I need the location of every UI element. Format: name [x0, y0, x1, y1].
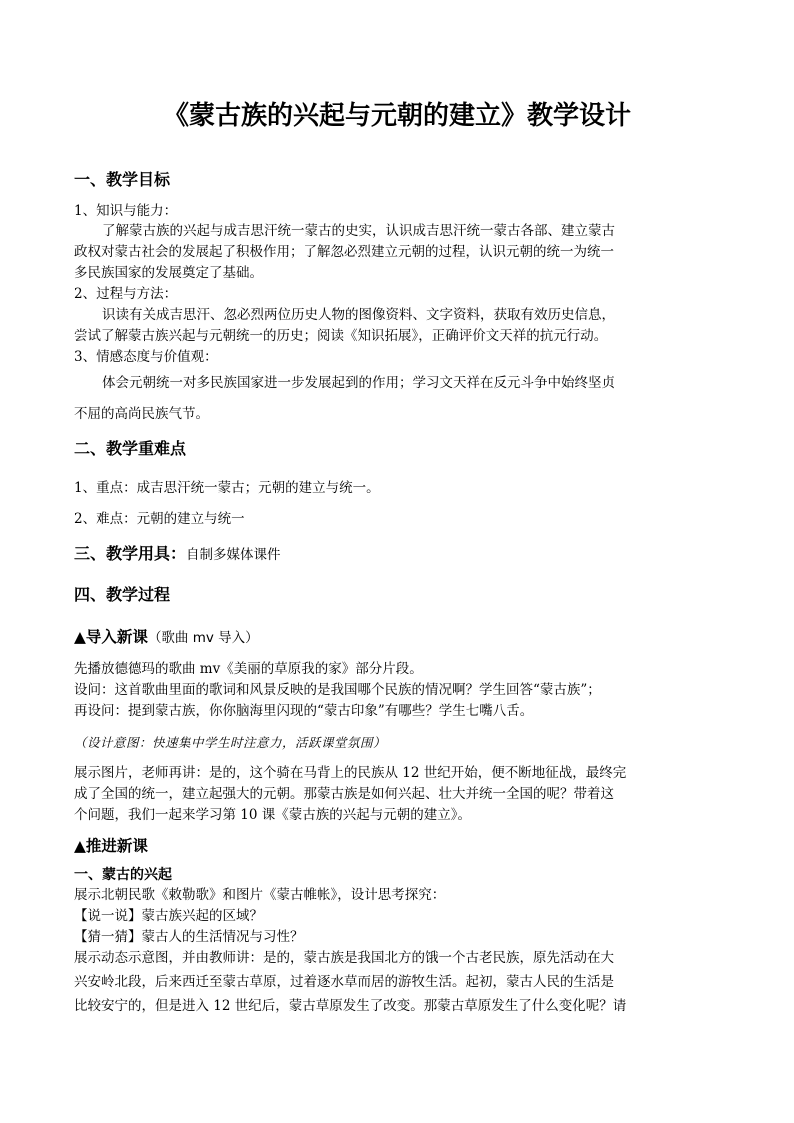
document-title: 《蒙古族的兴起与元朝的建立》教学设计 — [162, 101, 631, 131]
triangle-marker-icon: ▲ — [74, 628, 86, 646]
paragraph-line: 再设问：提到蒙古族，你你脑海里闪现的“蒙古印象”有哪些？学生七嘴八舌。 — [74, 703, 534, 719]
paragraph-line: 展示北朝民歌《敕勒歌》和图片《蒙古帷帐》，设计思考探究： — [74, 887, 446, 903]
intro-heading-line — [74, 626, 720, 649]
paragraph-line: 【猜一猜】蒙古人的生活情况与习性？ — [74, 929, 304, 945]
subsection-heading: 一、蒙古的兴起 — [74, 867, 172, 883]
intro-note: （歌曲 mv 导入） — [147, 630, 259, 646]
paragraph-line: 不屈的高尚民族气节。 — [74, 406, 209, 422]
paragraph-line: 了解蒙古族的兴起与成吉思汗统一蒙古的史实，认识成吉思汗统一蒙古各部、建立蒙古 — [102, 223, 615, 239]
paragraph-line: 先播放德德玛的歌曲 mv《美丽的草原我的家》部分片段。 — [74, 661, 423, 677]
triangle-marker-icon: ▲ — [74, 837, 86, 855]
paragraph-line: 多民族国家的发展奠定了基础。 — [74, 265, 263, 281]
paragraph-line: 个问题，我们一起来学习第 10 课《蒙古族的兴起与元朝的建立》。 — [74, 807, 472, 823]
tools-text: 自制多媒体课件 — [186, 547, 281, 563]
paragraph-line: 比较安宁的，但是进入 12 世纪后，蒙古草原发生了改变。那蒙古草原发生了什么变化呢？请 — [74, 998, 627, 1014]
paragraph-line: 成了全国的统一，建立起强大的元朝。那蒙古族是如何兴起、壮大并统一全国的呢？带着这 — [74, 786, 614, 802]
design-intent-note: （设计意图：快速集中学生时注意力，活跃课堂氛围） — [74, 735, 387, 750]
knowledge-label: 1、知识与能力： — [74, 203, 178, 219]
paragraph-line: 设问：这首歌曲里面的歌词和风景反映的是我国哪个民族的情况啊？学生回答“蒙古族”； — [74, 682, 601, 698]
difficulty-line: 2、难点：元朝的建立与统一 — [74, 511, 245, 527]
paragraph-line: 尝试了解蒙古族兴起与元朝统一的历史；阅读《知识拓展》，正确评价文天祥的抗元行动。 — [74, 328, 608, 344]
paragraph-line: 【说一说】蒙古族兴起的区域？ — [74, 908, 263, 924]
advance-heading-line — [74, 835, 720, 857]
emotion-label: 3、情感态度与价值观： — [74, 349, 218, 365]
process-label: 2、过程与方法： — [74, 286, 178, 302]
paragraph-line: 兴安岭北段，后来西迁至蒙古草原，过着逐水草而居的游牧生活。起初，蒙古人民的生活是 — [74, 974, 614, 990]
section-heading-key-points: 二、教学重难点 — [74, 439, 187, 458]
paragraph-line: 识读有关成吉思汗、忽必烈两位历史人物的图像资料、文字资料，获取有效历史信息， — [102, 307, 615, 323]
key-point-line: 1、重点：成吉思汗统一蒙古；元朝的建立与统一。 — [74, 480, 380, 496]
paragraph-line: 政权对蒙古社会的发展起了积极作用；了解忽必烈建立元朝的过程，认识元朝的统一为统一 — [74, 244, 614, 260]
advance-heading: 推进新课 — [85, 837, 148, 855]
intro-heading: 导入新课 — [85, 628, 148, 646]
section-heading-process: 四、教学过程 — [74, 585, 171, 604]
paragraph-line: 体会元朝统一对多民族国家进一步发展起到的作用；学习文天祥在反元斗争中始终坚贞 — [102, 375, 615, 391]
paragraph-line: 展示图片，老师再讲：是的，这个骑在马背上的民族从 12 世纪开始，便不断地征战，最终完 — [74, 765, 627, 781]
section-heading-objectives: 一、教学目标 — [74, 170, 171, 189]
paragraph-line: 展示动态示意图，并由教师讲：是的，蒙古族是我国北方的饿一个古老民族，原先活动在大 — [74, 950, 614, 966]
tools-heading: 三、教学用具： — [74, 544, 187, 563]
section-heading-tools — [74, 543, 720, 566]
